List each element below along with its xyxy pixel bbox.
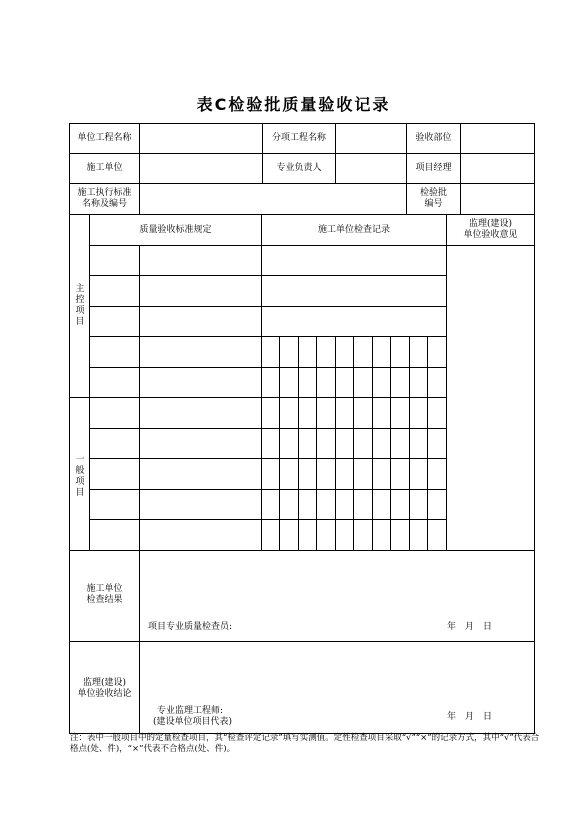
standard-label-line2: 名称及编号 (81, 199, 127, 209)
general-section-label: 一般项目 (75, 455, 85, 498)
engineer-line1: 专业监理工程师: (157, 706, 224, 716)
batch-label-line2: 编号 (424, 199, 443, 209)
standard-label (70, 188, 139, 210)
unit-project-label: 单位工程名称 (77, 133, 132, 143)
standard-label-line1: 施工执行标准 (77, 188, 132, 198)
batch-label-line1: 检验批 (419, 188, 447, 198)
supervision-opinion-header (447, 219, 534, 241)
batch-label (407, 188, 460, 210)
acceptance-part-label: 验收部位 (415, 133, 452, 143)
footnote: 注：表中一般项目中的定量检查项目，其“检查评定记录”填写实测值。定性检查项目采取“√”“×”的记录方式，其中“√”代表合格点(处、件)，“×”代表不合格点(处、件)。 (70, 733, 540, 754)
engineer-line2: (建设单位项目代表) (153, 717, 233, 727)
supervision-header-line2: 单位验收意见 (463, 230, 518, 240)
supervision-engineer-label (153, 706, 232, 728)
supervision-header-line1: 监理(建设) (468, 219, 513, 229)
inspection-result-line2: 检查结果 (86, 595, 123, 605)
inspection-result-label (70, 584, 139, 606)
professional-lead-label: 专业负责人 (276, 163, 322, 173)
page-title: 表C检验批质量验收记录 (196, 95, 391, 114)
sub-project-label: 分项工程名称 (271, 133, 326, 143)
quality-inspector-label: 项目专业质量检查员: (148, 622, 233, 632)
acceptance-conclusion-label (70, 678, 139, 700)
inspection-result-line1: 施工单位 (86, 584, 123, 594)
construction-unit-label: 施工单位 (86, 163, 123, 173)
conclusion-date-label: 年 月 日 (447, 712, 493, 722)
main-control-section-label: 主控项目 (75, 284, 85, 327)
project-manager-label: 项目经理 (415, 163, 452, 173)
conclusion-line2: 单位验收结论 (77, 689, 132, 699)
conclusion-line1: 监理(建设) (82, 678, 127, 688)
inspection-record-header: 施工单位检查记录 (317, 225, 390, 235)
result-date-label: 年 月 日 (447, 622, 493, 632)
quality-standard-header: 质量验收标准规定 (139, 225, 212, 235)
